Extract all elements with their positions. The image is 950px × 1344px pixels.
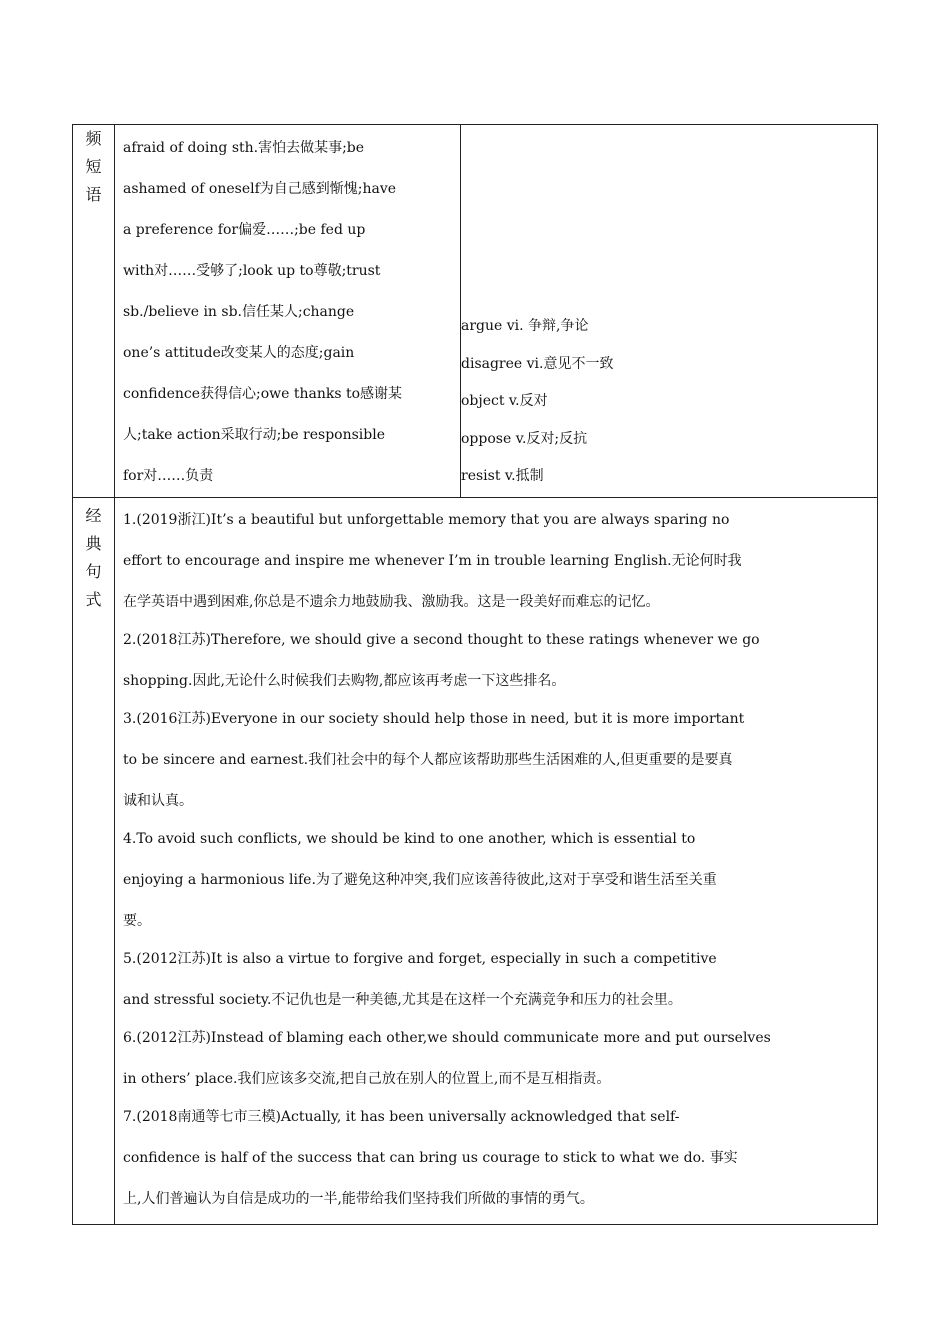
- sentence-line: 在学英语中遇到困难,你总是不遗余力地鼓励我、激励我。这是一段美好而难忘的记忆。: [123, 594, 660, 610]
- sentence-line: 4.To avoid such conflicts, we should be kind to one another, which is essential to: [123, 831, 696, 847]
- word-line: disagree vi.意见不一致: [461, 355, 614, 372]
- sentence-item: [123, 1018, 869, 1100]
- phrase-line: for对……负责: [123, 468, 214, 484]
- label-char: 频: [85, 129, 102, 148]
- sentence-line: confidence is half of the success that can bring us courage to stick to what we do. 事实: [123, 1150, 738, 1166]
- sentence-line: to be sincere and earnest.我们社会中的每个人都应该帮助那些生活困难的人,但更重要的是要真: [123, 752, 733, 768]
- sentence-item: [123, 620, 869, 702]
- phrase-line: a preference for偏爱……;be fed up: [123, 222, 366, 238]
- label-char: 语: [85, 185, 102, 204]
- label-char: 短: [85, 157, 102, 176]
- sentence-line: shopping.因此,无论什么时候我们去购物,都应该再考虑一下这些排名。: [123, 673, 566, 689]
- sentence-item: [123, 1097, 869, 1220]
- sentence-line: 上,人们普遍认为自信是成功的一半,能带给我们坚持我们所做的事情的勇气。: [123, 1191, 594, 1207]
- sentence-item: [123, 500, 869, 623]
- sentence-line: 7.(2018南通等七市三模)Actually, it has been universally acknowledged that self-: [123, 1109, 680, 1125]
- label-char: 句: [85, 562, 102, 581]
- sentence-line: 3.(2016江苏)Everyone in our society should help those in need, but it is more important: [123, 711, 745, 727]
- phrases-cell: [115, 125, 461, 498]
- phrases-row: [73, 125, 878, 498]
- phrase-line: confidence获得信心;owe thanks to感谢某: [123, 386, 403, 402]
- sentence-line: in others’ place.我们应该多交流,把自己放在别人的位置上,而不是互相指责。: [123, 1071, 611, 1087]
- phrase-line: afraid of doing sth.害怕去做某事;be: [123, 140, 365, 156]
- word-line: resist v.抵制: [461, 468, 544, 484]
- sentence-line: 5.(2012江苏)It is also a virtue to forgive and forget, especially in such a competitive: [123, 951, 717, 967]
- word-line: oppose v.反对;反抗: [461, 430, 588, 447]
- sentence-item: [123, 939, 869, 1021]
- sentence-line: 2.(2018江苏)Therefore, we should give a second thought to these ratings whenever we go: [123, 632, 760, 648]
- label-char: 经: [85, 506, 102, 525]
- sentences-row: [73, 498, 878, 1225]
- sentence-line: and stressful society.不记仇也是一种美德,尤其是在这样一个充满竞争和压力的社会里。: [123, 992, 682, 1008]
- phrase-line: sb./believe in sb.信任某人;change: [123, 304, 355, 320]
- sentence-line: enjoying a harmonious life.为了避免这种冲突,我们应该善待彼此,这对于享受和谐生活至关重: [123, 872, 717, 888]
- phrase-line: one’s attitude改变某人的态度;gain: [123, 345, 355, 361]
- phrase-line: ashamed of oneself为自己感到惭愧;have: [123, 181, 397, 197]
- sentence-item: [123, 699, 869, 822]
- word-line: object v.反对: [461, 393, 548, 409]
- label-char: 式: [85, 590, 102, 609]
- words-cell: [461, 125, 878, 498]
- label-char: 典: [85, 534, 102, 553]
- sentence-line: 要。: [123, 913, 151, 929]
- sentences-cell: [115, 498, 878, 1225]
- sentence-line: 1.(2019浙江)It’s a beautiful but unforgettable memory that you are always sparing no: [123, 512, 730, 528]
- phrases-label-cell: [73, 125, 115, 498]
- sentence-line: 6.(2012江苏)Instead of blaming each other,we should communicate more and put ourselves: [123, 1030, 771, 1046]
- sentence-line: 诚和认真。: [123, 793, 193, 809]
- sentence-item: [123, 819, 869, 942]
- word-line: argue vi. 争辩,争论: [461, 318, 589, 334]
- phrase-line: 人;take action采取行动;be responsible: [123, 427, 386, 443]
- phrase-line: with对……受够了;look up to尊敬;trust: [123, 263, 381, 279]
- sentences-label-cell: [73, 498, 115, 1225]
- study-table: [72, 124, 878, 1225]
- sentence-line: effort to encourage and inspire me whenever I’m in trouble learning English.无论何时我: [123, 553, 742, 569]
